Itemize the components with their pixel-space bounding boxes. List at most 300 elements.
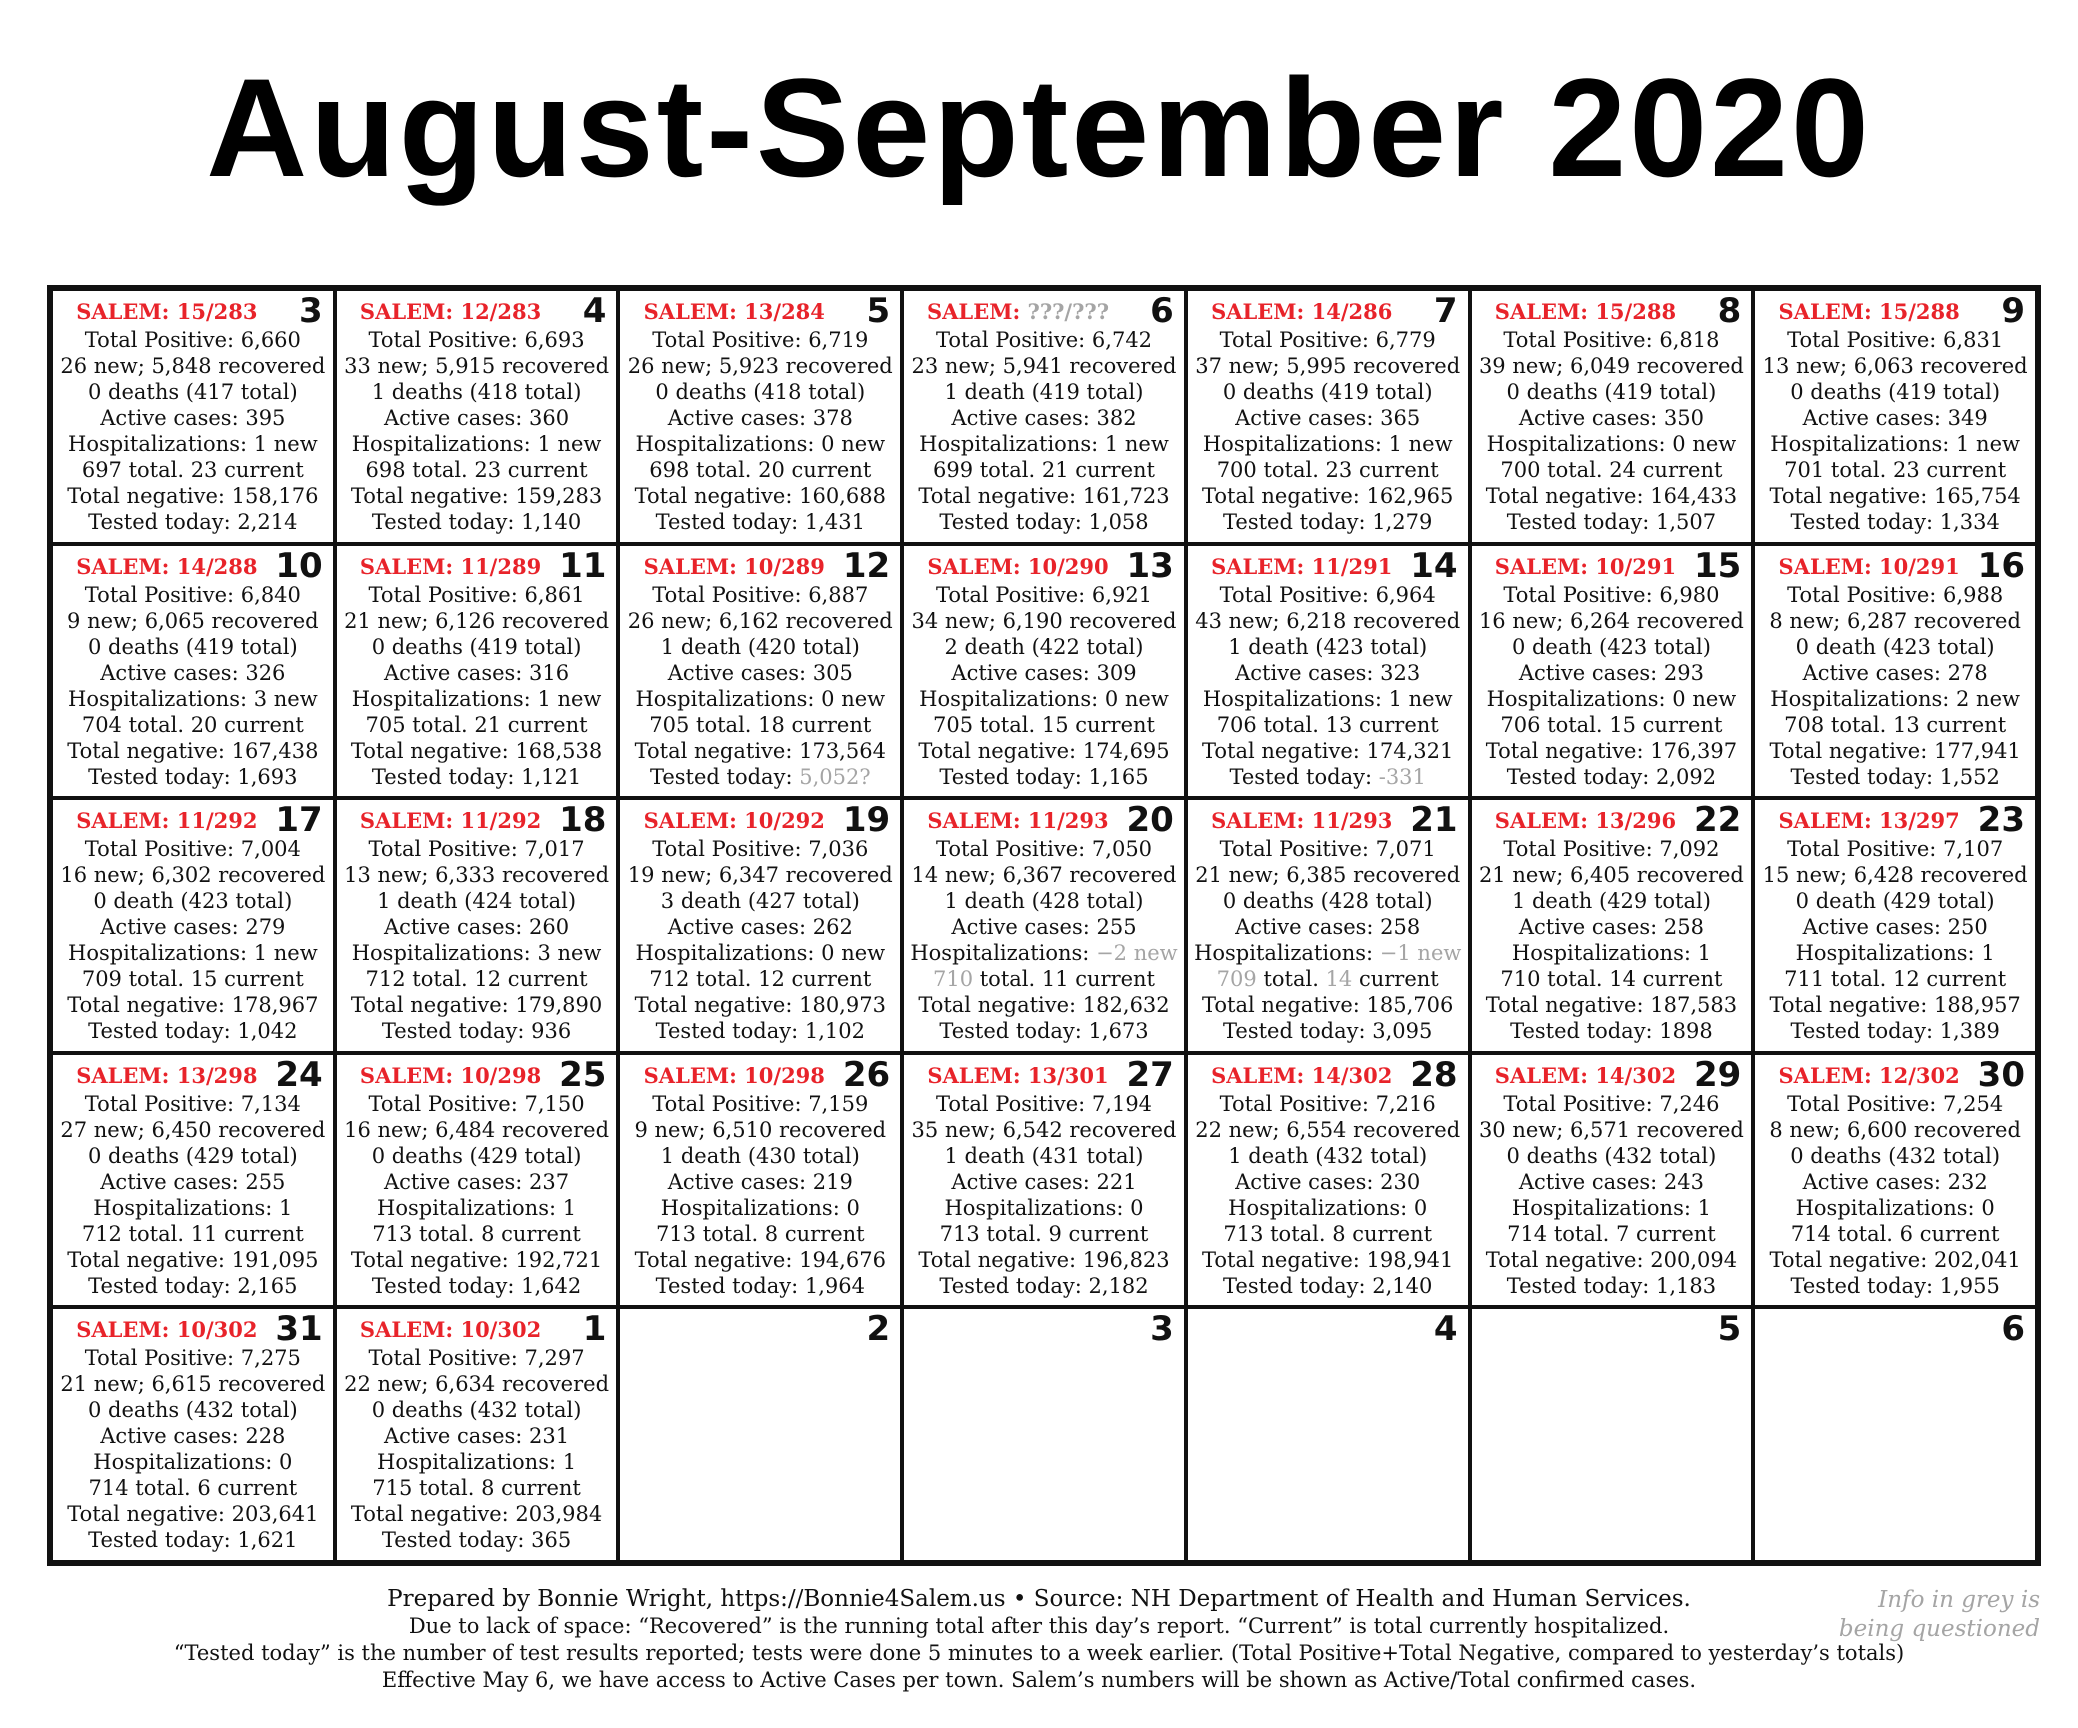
stat-line: Total Positive: 6,887 (652, 582, 869, 607)
day-cell (902, 1053, 1186, 1308)
salem-count: SALEM: 13/301 (927, 1062, 1109, 1088)
stat-line: 16 new; 6,264 recovered (1478, 608, 1744, 633)
day-cell (1186, 544, 1470, 799)
day-number: 24 (275, 1054, 323, 1095)
stat-line: 711 total. 12 current (1784, 967, 2007, 992)
day-stats (904, 1091, 1184, 1299)
stat-line: 1 death (424 total) (377, 889, 577, 914)
day-stats (53, 1345, 333, 1553)
stat-line: 26 new; 5,923 recovered (627, 354, 893, 378)
stat-line: Hospitalizations: 1 new (1202, 432, 1453, 456)
stat-line: Hospitalizations: 0 (1228, 1195, 1428, 1220)
stat-line: Active cases: 228 (100, 1424, 286, 1449)
text-segment: Hospitalizations: (910, 941, 1097, 966)
day-cell (1470, 1053, 1754, 1308)
stat-line: Active cases: 309 (951, 660, 1137, 685)
day-stats (620, 327, 900, 535)
stat-line: 708 total. 13 current (1784, 712, 2007, 737)
salem-count: SALEM: 14/286 (1211, 299, 1393, 324)
stat-line: Total Positive: 6,921 (935, 582, 1153, 607)
stat-line: Hospitalizations: 0 (93, 1450, 293, 1475)
stat-line: 714 total. 7 current (1507, 1221, 1716, 1246)
stat-line: Total negative: 196,823 (918, 1247, 1170, 1272)
stat-line: Tested today: 1,673 (939, 1019, 1149, 1044)
stat-line: 0 deaths (428 total) (1222, 889, 1433, 914)
stat-line: Total Positive: 7,036 (652, 837, 869, 862)
day-stats (1188, 836, 1468, 1044)
day-stats (53, 836, 333, 1044)
stat-line: 0 death (423 total) (93, 889, 293, 914)
text-segment: total. 11 current (973, 967, 1155, 992)
day-stats (1188, 327, 1468, 535)
stat-line: 39 new; 6,049 recovered (1478, 354, 1744, 378)
day-number: 23 (1977, 800, 2025, 841)
stat-line: Total Positive: 7,017 (368, 837, 585, 862)
stat-line: 0 deaths (419 total) (87, 634, 298, 659)
day-stats (904, 836, 1184, 1044)
stat-line: Active cases: 360 (383, 406, 570, 430)
calendar-grid (47, 285, 2041, 1566)
stat-line: 701 total. 23 current (1784, 458, 2007, 482)
stat-line: Total negative: 194,676 (634, 1247, 886, 1272)
text-segment: total. (1256, 967, 1326, 992)
stat-line: Total Positive: 7,216 (1219, 1091, 1436, 1116)
stat-line: Total negative: 180,973 (634, 993, 886, 1018)
stat-line: Tested today: 1,642 (371, 1273, 582, 1298)
salem-count: SALEM: 14/302 (1211, 1062, 1393, 1088)
stat-line: Total Positive: 6,742 (935, 328, 1153, 352)
stat-line: Active cases: 243 (1518, 1169, 1704, 1194)
stat-line: Total negative: 173,564 (634, 738, 886, 763)
stat-line: 0 deaths (418 total) (655, 380, 866, 404)
stat-line: 1 death (430 total) (660, 1143, 860, 1168)
stat-line: Total Positive: 6,964 (1219, 582, 1436, 607)
salem-count: SALEM: 11/289 (359, 553, 542, 579)
stat-line: 3 death (427 total) (660, 889, 860, 914)
questioned-value: 5,052? (799, 764, 871, 789)
stat-line: Hospitalizations: 0 new (635, 686, 886, 711)
stat-line: Total Positive: 6,779 (1219, 328, 1436, 352)
stat-line: 0 deaths (432 total) (1790, 1143, 2001, 1168)
day-cell (618, 544, 902, 799)
stat-line: Tested today: 2,165 (88, 1273, 298, 1298)
stat-line: Tested today: 1,431 (655, 510, 865, 534)
footer (0, 1586, 2078, 1694)
stat-line: Active cases: 350 (1518, 406, 1704, 430)
stat-line: Tested today: 1,042 (88, 1019, 298, 1044)
stat-line: 30 new; 6,571 recovered (1478, 1117, 1744, 1142)
day-number: 8 (1717, 291, 1742, 331)
salem-count: SALEM: 10/298 (359, 1062, 542, 1088)
stat-line: 8 new; 6,600 recovered (1769, 1117, 2021, 1142)
salem-count: SALEM: 10/302 (76, 1317, 258, 1343)
salem-count: SALEM: 11/291 (1211, 553, 1393, 579)
stat-line: Active cases: 382 (951, 406, 1137, 430)
day-cell (1753, 1307, 2037, 1562)
stat-line: 13 new; 6,333 recovered (344, 863, 610, 888)
stat-line: Total Positive: 7,275 (84, 1346, 301, 1371)
salem-count: SALEM: 15/288 (1778, 299, 1960, 324)
stat-line: Tested today: 1,693 (88, 764, 298, 789)
stat-line: Total Positive: 7,194 (935, 1091, 1153, 1116)
stat-line (904, 940, 1184, 966)
day-number: 6 (2001, 1309, 2025, 1350)
salem-count: SALEM: 10/298 (643, 1062, 825, 1088)
stat-line: 1 death (420 total) (660, 634, 860, 659)
stat-line: 43 new; 6,218 recovered (1195, 608, 1461, 633)
stat-line: 706 total. 15 current (1500, 712, 1723, 737)
stat-line: Active cases: 258 (1235, 915, 1421, 940)
salem-count: SALEM: 11/292 (76, 808, 258, 834)
questioned-value: ???/??? (1027, 299, 1110, 324)
stat-line: Hospitalizations: 0 new (1486, 686, 1737, 711)
stat-line: Tested today: 936 (381, 1019, 572, 1044)
stat-line: Hospitalizations: 1 (377, 1195, 577, 1220)
stat-line: 712 total. 12 current (365, 967, 588, 992)
stat-line: Total negative: 187,583 (1485, 993, 1738, 1018)
stat-line: Hospitalizations: 3 new (68, 686, 318, 711)
day-cell (335, 544, 619, 799)
stat-line: 705 total. 21 current (365, 712, 588, 737)
questioned-value: 710 (932, 967, 974, 992)
day-stats (620, 582, 900, 790)
stat-line: 16 new; 6,484 recovered (344, 1117, 610, 1142)
stat-line: Active cases: 279 (100, 915, 286, 940)
day-number: 19 (842, 800, 891, 841)
stat-line: 709 total. 15 current (81, 967, 304, 992)
stat-line: 697 total. 23 current (81, 458, 304, 482)
stat-line: 21 new; 6,615 recovered (60, 1372, 326, 1397)
footer-note-active: Effective May 6, we have access to Active Cases per town. Salem’s numbers will be shown as Active/Total confirmed cases. (381, 1668, 1697, 1692)
stat-line: 0 death (429 total) (1795, 889, 1995, 914)
stat-line: Tested today: 1,058 (939, 510, 1149, 534)
stat-line: 0 deaths (419 total) (1506, 380, 1717, 404)
stat-line: Tested today: 1,279 (1223, 510, 1433, 534)
salem-count: SALEM: 15/283 (76, 299, 258, 324)
stat-line (620, 764, 900, 790)
stat-line: Total Positive: 6,719 (652, 328, 869, 352)
stat-line: 0 deaths (429 total) (371, 1143, 582, 1168)
stat-line: Total negative: 179,890 (350, 993, 603, 1018)
stat-line: 37 new; 5,995 recovered (1195, 354, 1461, 378)
day-number: 10 (275, 545, 323, 586)
day-cell (1186, 1307, 1470, 1562)
stat-line: 16 new; 6,302 recovered (60, 863, 326, 888)
salem-count: SALEM: 12/283 (359, 299, 542, 324)
salem-count: SALEM: 10/290 (927, 553, 1109, 579)
day-number: 29 (1693, 1054, 1742, 1095)
stat-line: Total negative: 159,283 (350, 484, 603, 508)
day-stats (337, 836, 617, 1044)
stat-line: Active cases: 278 (1802, 660, 1988, 685)
day-number: 25 (559, 1054, 607, 1095)
text-segment: Tested today: (649, 764, 800, 789)
questioned-value: −1 new (1379, 941, 1462, 966)
text-segment: Tested today: (1229, 764, 1379, 789)
day-number: 9 (2001, 291, 2025, 331)
day-cell (618, 1053, 902, 1308)
stat-line: Tested today: 1,165 (939, 764, 1149, 789)
stat-line: Total Positive: 6,831 (1787, 328, 2004, 352)
footer-credit: Prepared by Bonnie Wright, https://Bonnie4Salem.us • Source: NH Department of Health and Human Services. (387, 1586, 1691, 1612)
stat-line: 21 new; 6,405 recovered (1478, 863, 1744, 888)
stat-line: 713 total. 9 current (939, 1221, 1149, 1246)
stat-line: Hospitalizations: 1 new (351, 432, 602, 456)
day-stats (620, 836, 900, 1044)
day-stats (1755, 1091, 2035, 1299)
questioned-value: −2 new (1096, 941, 1178, 966)
stat-line: Tested today: 1,121 (371, 764, 582, 789)
stat-line: 713 total. 8 current (372, 1221, 581, 1246)
stat-line (1188, 966, 1468, 992)
questioned-value: 14 (1325, 967, 1353, 992)
day-cell (1186, 1053, 1470, 1308)
day-number: 2 (866, 1309, 891, 1350)
day-number: 13 (1126, 545, 1174, 586)
day-number: 26 (842, 1054, 891, 1095)
stat-line: Hospitalizations: 0 new (1486, 432, 1737, 456)
footer-note-recovered: Due to lack of space: “Recovered” is the running total after this day’s report. “Current” is total currently hospitalized. (408, 1614, 1670, 1638)
stat-line: 21 new; 6,126 recovered (344, 608, 610, 633)
stat-line: Hospitalizations: 0 (660, 1195, 860, 1220)
stat-line: 706 total. 13 current (1216, 712, 1439, 737)
stat-line: Total negative: 203,984 (350, 1502, 603, 1527)
stat-line: 705 total. 15 current (932, 712, 1155, 737)
stat-line: 19 new; 6,347 recovered (627, 863, 893, 888)
stat-line: Active cases: 221 (951, 1169, 1137, 1194)
stat-line: Tested today: 1,552 (1790, 764, 2000, 789)
stat-line: Total Positive: 6,660 (84, 328, 301, 352)
stat-line: Hospitalizations: 0 new (919, 686, 1169, 711)
salem-count: SALEM: 14/302 (1494, 1062, 1677, 1088)
stat-line: Tested today: 1,183 (1506, 1273, 1717, 1298)
stat-line: Active cases: 250 (1802, 915, 1988, 940)
stat-line: Total Positive: 7,004 (84, 837, 301, 862)
stat-line: Hospitalizations: 2 new (1770, 686, 2020, 711)
day-cell (51, 798, 335, 1053)
stat-line: Total negative: 158,176 (67, 484, 319, 508)
day-cell (1753, 1053, 2037, 1308)
stat-line: Total Positive: 7,254 (1787, 1091, 2004, 1116)
stat-line: Total negative: 161,723 (918, 484, 1170, 508)
stat-line: 0 deaths (432 total) (371, 1398, 582, 1423)
stat-line: Active cases: 237 (383, 1169, 570, 1194)
stat-line: Tested today: 1,964 (655, 1273, 865, 1298)
stat-line: Total Positive: 7,092 (1503, 837, 1720, 862)
stat-line: 0 deaths (429 total) (87, 1143, 298, 1168)
stat-line: 21 new; 6,385 recovered (1195, 863, 1461, 888)
stat-line: Tested today: 1,140 (371, 510, 582, 534)
day-cell (902, 544, 1186, 799)
stat-line: Total negative: 182,632 (918, 993, 1170, 1018)
day-stats (337, 1345, 617, 1553)
stat-line: Tested today: 2,092 (1506, 764, 1717, 789)
stat-line: Total negative: 177,941 (1769, 738, 2021, 763)
day-cell (902, 798, 1186, 1053)
stat-line: Total negative: 176,397 (1485, 738, 1738, 763)
stat-line: Hospitalizations: 1 (377, 1450, 577, 1475)
footer-note-tested: “Tested today” is the number of test results reported; tests were done 5 minutes to a week earlier. (Total Positive+Total Negative, compared to yesterday’s totals) (173, 1641, 1905, 1665)
stat-line: 15 new; 6,428 recovered (1762, 863, 2028, 888)
stat-line: Total negative: 200,094 (1485, 1247, 1738, 1272)
day-number: 28 (1410, 1054, 1458, 1095)
stat-line (1188, 764, 1468, 790)
salem-count: SALEM: 10/302 (359, 1317, 542, 1343)
stat-line: Tested today: 1,955 (1790, 1273, 2000, 1298)
stat-line: Active cases: 378 (667, 406, 853, 430)
stat-line: Total negative: 165,754 (1769, 484, 2021, 508)
stat-line: 14 new; 6,367 recovered (911, 863, 1177, 888)
stat-line: Total negative: 168,538 (350, 738, 603, 763)
day-cell (51, 1053, 335, 1308)
stat-line: 712 total. 12 current (649, 967, 872, 992)
day-cell (902, 1307, 1186, 1562)
stat-line: 26 new; 6,162 recovered (627, 608, 893, 633)
stat-line: 0 deaths (419 total) (371, 634, 582, 659)
stat-line: Tested today: 1,102 (655, 1019, 865, 1044)
stat-line: 1 death (428 total) (944, 889, 1144, 914)
salem-count: SALEM: 11/292 (359, 808, 542, 834)
stat-line: Tested today: 2,182 (939, 1273, 1149, 1298)
day-stats (620, 1091, 900, 1299)
stat-line: 23 new; 5,941 recovered (911, 354, 1177, 378)
day-number: 5 (866, 291, 891, 331)
day-number: 16 (1977, 545, 2025, 586)
grey-info-note (1780, 1586, 2040, 1644)
day-stats (1755, 327, 2035, 535)
salem-count: SALEM: 13/298 (76, 1062, 258, 1088)
stat-line: 715 total. 8 current (372, 1476, 581, 1501)
stat-line: Total Positive: 7,134 (84, 1091, 301, 1116)
stat-line: Active cases: 231 (383, 1424, 570, 1449)
salem-count: SALEM: 10/289 (643, 553, 825, 579)
day-stats (337, 582, 617, 790)
day-stats (1472, 1091, 1752, 1299)
day-number: 5 (1717, 1309, 1742, 1350)
stat-line: Active cases: 349 (1802, 406, 1988, 430)
day-stats (337, 1091, 617, 1299)
day-number: 3 (299, 291, 323, 331)
stat-line (904, 966, 1184, 992)
day-cell (1470, 798, 1754, 1053)
stat-line: 1 deaths (418 total) (371, 380, 582, 404)
salem-count: SALEM: 10/292 (643, 808, 825, 834)
stat-line: Hospitalizations: 0 (944, 1195, 1144, 1220)
salem-count: SALEM: 12/302 (1778, 1062, 1960, 1088)
day-number: 20 (1126, 800, 1174, 841)
grey-note-line-2: being questioned (1838, 1616, 2040, 1642)
stat-line: 0 deaths (419 total) (1222, 380, 1433, 404)
salem-count: SALEM: 10/291 (1494, 553, 1677, 579)
stat-line: 714 total. 6 current (1790, 1221, 2000, 1246)
grey-note-line-1: Info in grey is (1878, 1587, 2040, 1613)
stat-line: 22 new; 6,554 recovered (1195, 1117, 1461, 1142)
stat-line: 2 death (422 total) (944, 634, 1144, 659)
salem-count: SALEM: 13/296 (1494, 808, 1677, 834)
stat-line: Total Positive: 7,107 (1787, 837, 2004, 862)
stat-line: Hospitalizations: 1 (1511, 941, 1711, 966)
day-cell (1753, 544, 2037, 799)
day-number: 31 (275, 1309, 323, 1350)
day-cell (618, 289, 902, 544)
stat-line: Tested today: 1,389 (1790, 1019, 2000, 1044)
questioned-value: 709 (1216, 967, 1257, 992)
stat-line: Active cases: 305 (667, 660, 853, 685)
stat-line: 714 total. 6 current (88, 1476, 298, 1501)
stat-line: Active cases: 258 (1518, 915, 1704, 940)
stat-line: Total Positive: 7,297 (368, 1346, 585, 1371)
day-number: 11 (559, 545, 607, 586)
day-cell (1470, 544, 1754, 799)
stat-line: Active cases: 260 (383, 915, 570, 940)
stat-line: Total Positive: 6,988 (1787, 582, 2004, 607)
day-stats (904, 582, 1184, 790)
stat-line: Total negative: 188,957 (1769, 993, 2021, 1018)
stat-line: 33 new; 5,915 recovered (344, 354, 610, 378)
stat-line: Total negative: 164,433 (1485, 484, 1738, 508)
stat-line: Total negative: 167,438 (67, 738, 319, 763)
stat-line: Active cases: 255 (100, 1169, 286, 1194)
stat-line: Active cases: 230 (1235, 1169, 1421, 1194)
stat-line: Total Positive: 7,050 (935, 837, 1153, 862)
stat-line: Active cases: 365 (1235, 406, 1421, 430)
stat-line: Tested today: 1898 (1510, 1019, 1713, 1044)
stat-line: 1 death (423 total) (1228, 634, 1428, 659)
day-stats (1188, 1091, 1468, 1299)
stat-line: 1 death (429 total) (1511, 889, 1711, 914)
stat-line: 1 death (431 total) (944, 1143, 1144, 1168)
day-number: 17 (275, 800, 323, 841)
day-cell (335, 1053, 619, 1308)
stat-line: 698 total. 20 current (649, 458, 872, 482)
day-stats (53, 1091, 333, 1299)
stat-line: Hospitalizations: 1 new (68, 432, 318, 456)
stat-line: Total negative: 202,041 (1769, 1247, 2021, 1272)
stat-line: 0 deaths (432 total) (1506, 1143, 1717, 1168)
stat-line: Tested today: 365 (381, 1528, 572, 1553)
stat-line: Total negative: 160,688 (634, 484, 886, 508)
stat-line: Active cases: 232 (1802, 1169, 1988, 1194)
salem-count: SALEM: 11/293 (1211, 808, 1393, 834)
day-number: 14 (1410, 545, 1458, 586)
stat-line: Active cases: 219 (667, 1169, 853, 1194)
day-number: 30 (1977, 1054, 2025, 1095)
day-stats (1755, 836, 2035, 1044)
questioned-value: -331 (1378, 764, 1426, 789)
stat-line (1188, 940, 1468, 966)
stat-line: Hospitalizations: 0 (1795, 1195, 1995, 1220)
stat-line: Hospitalizations: 1 (93, 1195, 293, 1220)
day-number: 18 (559, 800, 607, 841)
stat-line: 26 new; 5,848 recovered (60, 354, 326, 378)
stat-line: Hospitalizations: 1 new (1202, 686, 1453, 711)
day-cell (1470, 1307, 1754, 1562)
stat-line: 34 new; 6,190 recovered (911, 608, 1177, 633)
day-cell (902, 289, 1186, 544)
stat-line: 710 total. 14 current (1500, 967, 1723, 992)
day-stats (904, 327, 1184, 535)
stat-line: Total Positive: 6,980 (1503, 582, 1720, 607)
day-stats (337, 327, 617, 535)
day-cell (1470, 289, 1754, 544)
day-cell (51, 289, 335, 544)
day-stats (53, 582, 333, 790)
salem-count: SALEM: 15/288 (1494, 299, 1677, 324)
stat-line: Total negative: 162,965 (1202, 484, 1454, 508)
day-cell (1753, 798, 2037, 1053)
stat-line: Hospitalizations: 1 new (68, 941, 318, 966)
calendar-title: August-September 2020 (206, 49, 1872, 206)
